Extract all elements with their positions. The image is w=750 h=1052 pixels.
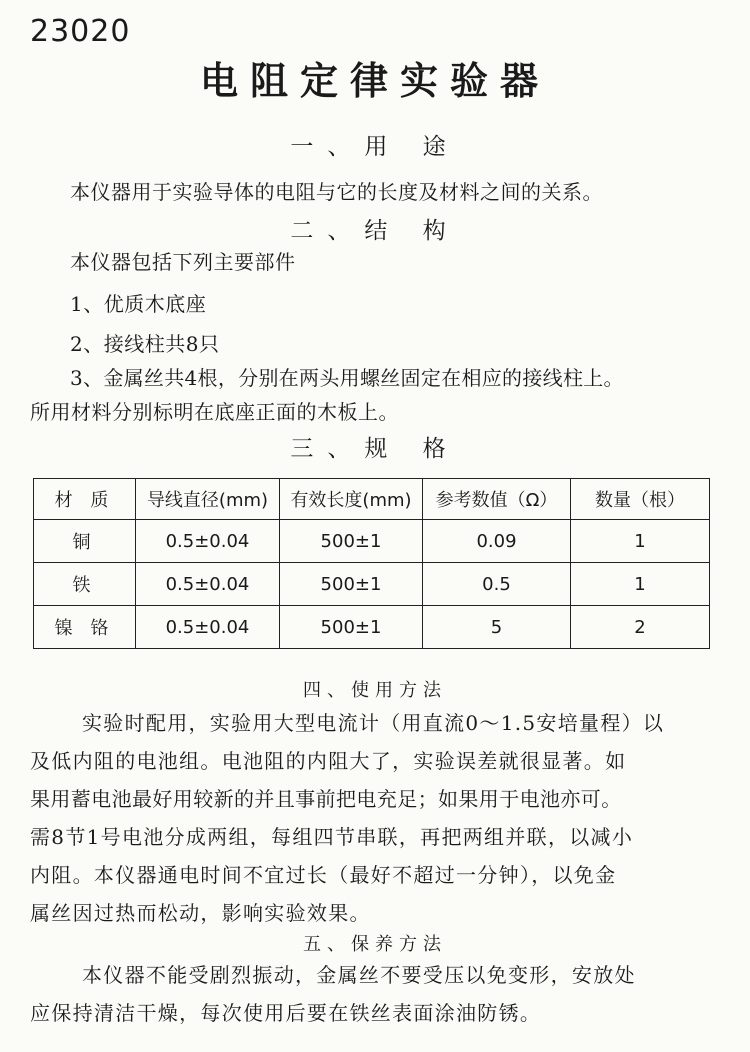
table-header-row: [34, 479, 710, 520]
usage-line: 果用蓄电池最好用较新的并且事前把电充足；如果用于电池亦可。: [30, 787, 622, 811]
table-row: [34, 563, 710, 606]
column-header: 导线直径(mm): [136, 479, 280, 520]
structure-item-3: 3、金属丝共4根，分别在两头用螺丝固定在相应的接线柱上。: [70, 366, 624, 390]
heading-maintenance: 五、保养方法: [303, 934, 447, 955]
table-row: [34, 606, 710, 649]
usage-line: 实验时配用，实验用大型电流计（用直流0～1.5安培量程）以: [82, 711, 665, 735]
structure-item-1: 1、优质木底座: [70, 292, 207, 316]
diameter-cell: 0.5±0.04: [136, 606, 280, 649]
usage-line: 属丝因过热而松动，影响实验效果。: [30, 901, 371, 925]
length-cell: 500±1: [280, 520, 423, 563]
usage-line: 及低内阻的电池组。电池阻的内阻大了，实验误差就很显著。如: [30, 749, 627, 773]
heading-spec: 三、规 格: [290, 436, 460, 462]
page-title: 电阻定律实验器: [199, 59, 550, 103]
reference-value-cell: 0.09: [423, 520, 571, 563]
quantity-cell: 1: [571, 563, 710, 606]
column-header: 材 质: [34, 479, 136, 520]
length-cell: 500±1: [280, 563, 423, 606]
diameter-cell: 0.5±0.04: [136, 563, 280, 606]
maintenance-line: 本仪器不能受剧烈振动，金属丝不要受压以免变形，安放处: [82, 963, 636, 987]
maintenance-paragraph: [30, 956, 720, 1032]
usage-paragraph: [30, 704, 720, 932]
column-header: 有效长度(mm): [280, 479, 423, 520]
length-cell: 500±1: [280, 606, 423, 649]
reference-value-cell: 5: [423, 606, 571, 649]
column-header: 数量（根）: [571, 479, 710, 520]
reference-value-cell: 0.5: [423, 563, 571, 606]
maintenance-line: 应保持清洁干燥，每次使用后要在铁丝表面涂油防锈。: [30, 1001, 542, 1025]
quantity-cell: 2: [571, 606, 710, 649]
heading-usage: 四、使用方法: [303, 680, 447, 701]
heading-structure: 二、结 构: [290, 218, 460, 244]
structure-intro: 本仪器包括下列主要部件: [70, 250, 296, 274]
quantity-cell: 1: [571, 520, 710, 563]
structure-item-2: 2、接线柱共8只: [70, 332, 220, 356]
structure-continuation: 所用材料分别标明在底座正面的木板上。: [30, 400, 399, 424]
material-cell: 铜: [34, 520, 136, 563]
purpose-text: 本仪器用于实验导体的电阻与它的长度及材料之间的关系。: [70, 180, 603, 204]
model-number: 23020: [30, 14, 131, 49]
column-header: 参考数值（Ω）: [423, 479, 571, 520]
table-row: [34, 520, 710, 563]
material-cell: 铁: [34, 563, 136, 606]
usage-line: 内阻。本仪器通电时间不宜过长（最好不超过一分钟），以免金: [30, 863, 617, 887]
heading-purpose: 一、用 途: [290, 134, 460, 160]
diameter-cell: 0.5±0.04: [136, 520, 280, 563]
material-cell: 镍 铬: [34, 606, 136, 649]
spec-table: [33, 478, 710, 649]
usage-line: 需8节1号电池分成两组，每组四节串联，再把两组并联，以减小: [30, 825, 634, 849]
